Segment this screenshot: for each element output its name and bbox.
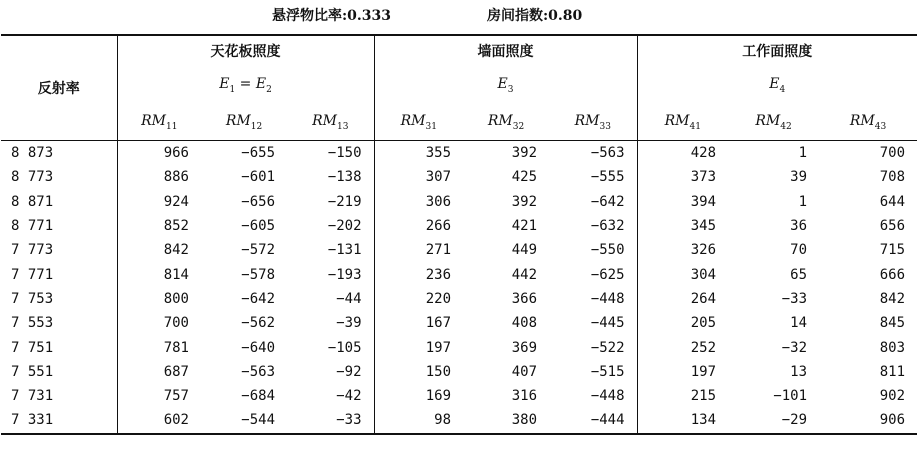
value-cell: −632 xyxy=(590,218,625,235)
table-row xyxy=(1,262,917,286)
value-cell: 687 xyxy=(117,360,201,384)
ceiling-header: 天花板照度 xyxy=(117,35,374,66)
value-cell: 369 xyxy=(511,339,538,356)
reflectance-table xyxy=(1,34,917,435)
value-cell: 442 xyxy=(511,266,538,283)
value-cell: 1 xyxy=(798,193,808,210)
value-cell: 266 xyxy=(374,214,463,238)
value-cell: −193 xyxy=(327,266,362,283)
value-cell: −138 xyxy=(327,169,362,186)
wall-header: 墙面照度 xyxy=(374,35,637,66)
col-rm33: $RM_{33}$ xyxy=(549,104,637,141)
value-cell: 924 xyxy=(117,190,201,214)
col-rm42: $RM_{42}$ xyxy=(728,104,819,141)
value-cell: −642 xyxy=(590,193,625,210)
value-cell: 70 xyxy=(790,242,808,259)
value-cell: 656 xyxy=(879,218,906,235)
value-cell: −42 xyxy=(336,388,362,405)
value-cell: −39 xyxy=(336,315,362,332)
value-cell: −219 xyxy=(327,193,362,210)
value-cell: 326 xyxy=(637,238,728,262)
value-cell: 803 xyxy=(879,339,906,356)
value-cell: 39 xyxy=(790,169,808,186)
value-cell: 205 xyxy=(637,311,728,335)
table-body xyxy=(1,141,917,434)
value-cell: −105 xyxy=(327,339,362,356)
value-cell: 966 xyxy=(117,141,201,166)
value-cell: 380 xyxy=(463,408,549,433)
value-cell: −655 xyxy=(241,145,275,162)
table-row xyxy=(1,287,917,311)
value-cell: −202 xyxy=(327,218,362,235)
value-cell: 316 xyxy=(511,388,538,405)
row-reflectance-cell: 7 553 xyxy=(11,315,54,332)
value-cell: 236 xyxy=(374,262,463,286)
value-cell: −515 xyxy=(590,363,625,380)
value-cell: 902 xyxy=(879,388,906,405)
value-cell: 842 xyxy=(117,238,201,262)
row-reflectance-cell: 7 773 xyxy=(11,242,54,259)
table-row xyxy=(1,190,917,214)
value-cell: 425 xyxy=(511,169,538,186)
value-cell: −640 xyxy=(241,339,275,356)
table-row xyxy=(1,311,917,335)
value-cell: −684 xyxy=(241,388,275,405)
value-cell: 407 xyxy=(511,363,538,380)
value-cell: 134 xyxy=(637,408,728,433)
col-rm12: $RM_{12}$ xyxy=(201,104,287,141)
row-reflectance-cell: 8 871 xyxy=(11,193,54,210)
row-reflectance-cell: 7 551 xyxy=(11,363,54,380)
value-cell: −544 xyxy=(201,408,287,433)
value-cell: 781 xyxy=(117,335,201,359)
row-reflectance-cell: 7 331 xyxy=(1,408,117,433)
value-cell: 814 xyxy=(117,262,201,286)
value-cell: −656 xyxy=(241,193,275,210)
value-cell: −578 xyxy=(241,266,275,283)
value-cell: 373 xyxy=(637,165,728,189)
wall-formula: $E_3$ xyxy=(374,66,637,104)
value-cell: 167 xyxy=(374,311,463,335)
value-cell: −563 xyxy=(590,145,625,162)
room-index-label: 房间指数:0.80 xyxy=(487,8,583,24)
row-reflectance-cell: 8 873 xyxy=(11,145,54,162)
value-cell: 421 xyxy=(511,218,538,235)
value-cell: 852 xyxy=(117,214,201,238)
table-row xyxy=(1,238,917,262)
value-cell: 345 xyxy=(637,214,728,238)
value-cell: −445 xyxy=(590,315,625,332)
value-cell: −550 xyxy=(590,242,625,259)
value-cell: 14 xyxy=(790,315,808,332)
reflectance-header: 反射率 xyxy=(1,35,117,141)
value-cell: −92 xyxy=(336,363,362,380)
table-row xyxy=(1,335,917,359)
table-row xyxy=(1,360,917,384)
value-cell: 220 xyxy=(374,287,463,311)
value-cell: 98 xyxy=(374,408,463,433)
col-rm41: $RM_{41}$ xyxy=(637,104,728,141)
row-reflectance-cell: 7 751 xyxy=(11,339,54,356)
value-cell: −605 xyxy=(241,218,275,235)
value-cell: −555 xyxy=(590,169,625,186)
value-cell: 700 xyxy=(879,145,906,162)
value-cell: 757 xyxy=(117,384,201,408)
ceiling-formula: $E_1 = E_2$ xyxy=(117,66,374,104)
row-reflectance-cell: 7 771 xyxy=(11,266,54,283)
table-row xyxy=(1,384,917,408)
value-cell: 307 xyxy=(374,165,463,189)
value-cell: 197 xyxy=(374,335,463,359)
value-cell: 197 xyxy=(637,360,728,384)
value-cell: 886 xyxy=(117,165,201,189)
value-cell: 306 xyxy=(374,190,463,214)
value-cell: −150 xyxy=(327,145,362,162)
value-cell: −32 xyxy=(781,339,808,356)
value-cell: −444 xyxy=(549,408,637,433)
table-row xyxy=(1,141,917,166)
value-cell: 392 xyxy=(511,193,538,210)
value-cell: −572 xyxy=(241,242,275,259)
row-reflectance-cell: 8 773 xyxy=(11,169,54,186)
value-cell: −448 xyxy=(590,290,625,307)
value-cell: −601 xyxy=(241,169,275,186)
value-cell: −44 xyxy=(336,290,362,307)
value-cell: 811 xyxy=(879,363,906,380)
value-cell: −29 xyxy=(728,408,819,433)
value-cell: −33 xyxy=(287,408,374,433)
value-cell: 65 xyxy=(790,266,808,283)
col-rm31: $RM_{31}$ xyxy=(374,104,463,141)
value-cell: 666 xyxy=(879,266,906,283)
col-rm13: $RM_{13}$ xyxy=(287,104,374,141)
value-cell: 304 xyxy=(637,262,728,286)
col-rm11: $RM_{11}$ xyxy=(117,104,201,141)
value-cell: 392 xyxy=(511,145,538,162)
value-cell: 169 xyxy=(374,384,463,408)
value-cell: 36 xyxy=(790,218,808,235)
value-cell: 366 xyxy=(511,290,538,307)
row-reflectance-cell: 8 771 xyxy=(11,218,54,235)
value-cell: 842 xyxy=(879,290,906,307)
suspension-ratio-label: 悬浮物比率:0.333 xyxy=(272,8,392,24)
table-row xyxy=(1,214,917,238)
value-cell: 355 xyxy=(374,141,463,166)
value-cell: −33 xyxy=(781,290,808,307)
value-cell: −625 xyxy=(590,266,625,283)
value-cell: 800 xyxy=(117,287,201,311)
value-cell: −131 xyxy=(327,242,362,259)
value-cell: 845 xyxy=(879,315,906,332)
row-reflectance-cell: 7 731 xyxy=(11,388,54,405)
value-cell: 271 xyxy=(374,238,463,262)
value-cell: 394 xyxy=(637,190,728,214)
value-cell: −642 xyxy=(241,290,275,307)
value-cell: 252 xyxy=(637,335,728,359)
value-cell: −562 xyxy=(241,315,275,332)
col-rm32: $RM_{32}$ xyxy=(463,104,549,141)
value-cell: 428 xyxy=(637,141,728,166)
table-row xyxy=(1,408,917,433)
value-cell: 700 xyxy=(117,311,201,335)
value-cell: 602 xyxy=(117,408,201,433)
workplane-formula: $E_4$ xyxy=(637,66,917,104)
value-cell: 215 xyxy=(637,384,728,408)
value-cell: −101 xyxy=(773,388,808,405)
row-reflectance-cell: 7 753 xyxy=(11,290,54,307)
workplane-header: 工作面照度 xyxy=(637,35,917,66)
value-cell: 13 xyxy=(790,363,808,380)
table-caption-line xyxy=(0,5,900,25)
value-cell: 408 xyxy=(511,315,538,332)
value-cell: −522 xyxy=(590,339,625,356)
value-cell: 715 xyxy=(879,242,906,259)
value-cell: −563 xyxy=(241,363,275,380)
value-cell: 449 xyxy=(511,242,538,259)
value-cell: 906 xyxy=(819,408,917,433)
table-row xyxy=(1,165,917,189)
value-cell: 708 xyxy=(879,169,906,186)
value-cell: −448 xyxy=(590,388,625,405)
value-cell: 1 xyxy=(798,145,808,162)
value-cell: 264 xyxy=(637,287,728,311)
value-cell: 150 xyxy=(374,360,463,384)
col-rm43: $RM_{43}$ xyxy=(819,104,917,141)
value-cell: 644 xyxy=(879,193,906,210)
